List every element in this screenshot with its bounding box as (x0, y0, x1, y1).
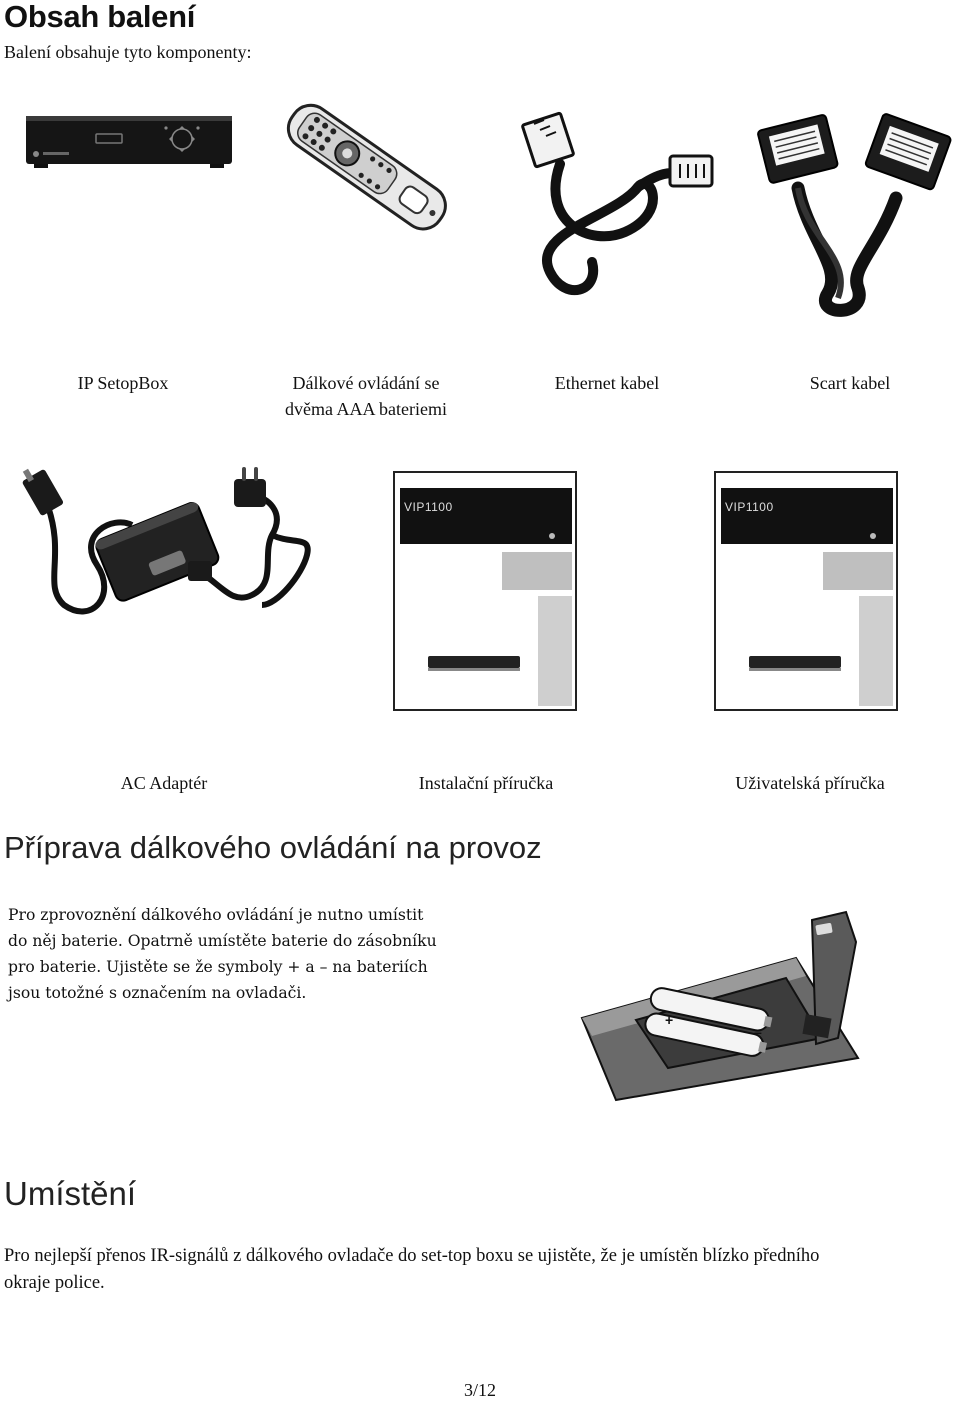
package-intro: Balení obsahuje tyto komponenty: (4, 42, 252, 62)
setopbox-icon (24, 110, 236, 170)
remote-instructions (8, 902, 488, 1006)
caption-ethernet-line1: Ethernet kabel (554, 373, 660, 393)
remote-line: jsou totožné s označením na ovladači. (8, 984, 307, 1002)
remote-line: pro baterie. Ujistěte se že symboly + a – na bateriích (8, 958, 428, 976)
page-title: Obsah balení (4, 0, 196, 34)
battery-minus-sign: – (754, 1024, 762, 1040)
scart-cable-icon (758, 118, 958, 318)
caption-installation-manual: Instalační příručka (418, 773, 554, 793)
placement-line: Pro nejlepší přenos IR-signálů z dálkového ovladače do set-top boxu se ujistěte, že je umístěn blízko předního (4, 1246, 820, 1266)
battery-plus-sign: + (665, 1012, 674, 1028)
placement-instructions (4, 1243, 954, 1297)
section-title-placement: Umístění (4, 1175, 137, 1212)
caption-ac-adapter: AC Adaptér (120, 773, 208, 793)
caption-remote (246, 370, 486, 422)
caption-scart (770, 370, 930, 396)
battery-compartment-icon (576, 908, 860, 1104)
remote-line: Pro zprovoznění dálkového ovládání je nutno umístit (8, 906, 424, 924)
ac-adapter-icon (22, 465, 322, 625)
caption-setopbox (38, 370, 208, 396)
installation-manual-cover-text: VIP1100 (404, 500, 453, 514)
section-title-remote: Příprava dálkového ovládání na provoz (4, 830, 542, 865)
page-number: 3/12 (463, 1380, 496, 1400)
caption-remote-line2: dvěma AAA bateriemi (285, 399, 447, 419)
caption-user-manual: Uživatelská příručka (735, 773, 885, 793)
caption-remote-line1: Dálkové ovládání se (292, 373, 440, 393)
caption-setopbox-line1: IP SetopBox (77, 373, 169, 393)
caption-scart-line1: Scart kabel (809, 373, 891, 393)
user-manual-cover-text: VIP1100 (725, 500, 774, 514)
caption-ethernet (512, 370, 702, 396)
ethernet-cable-icon (520, 112, 720, 312)
remote-line: do něj baterie. Opatrně umístěte baterie do zásobníku (8, 932, 437, 950)
placement-line: okraje police. (4, 1273, 105, 1293)
remote-control-icon (286, 100, 456, 240)
